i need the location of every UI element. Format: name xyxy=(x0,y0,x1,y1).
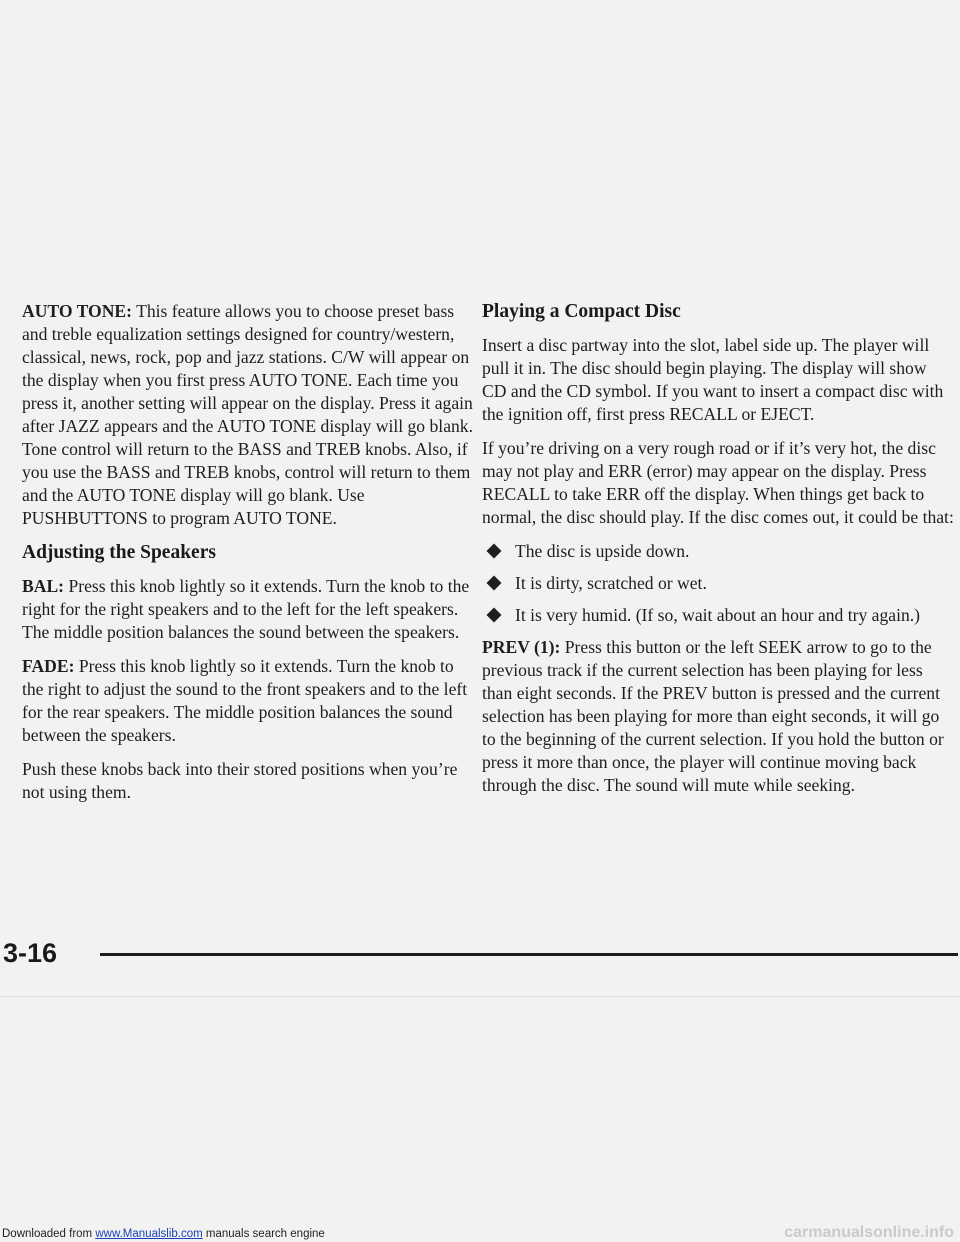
rough-road-paragraph: If you’re driving on a very rough road or if it’s very hot, the disc may not play and ERR (error) may appear on the display. Press RECALL to take ERR off the display. When things get back to normal, the disc should play. If the disc comes out, it could be that: xyxy=(482,438,954,527)
list-item xyxy=(482,572,954,595)
auto-tone-term: AUTO TONE: xyxy=(22,301,132,321)
prev-paragraph xyxy=(482,636,954,797)
download-banner xyxy=(2,1228,325,1241)
fade-paragraph xyxy=(22,655,474,747)
scan-line xyxy=(0,996,960,997)
speakers-heading: Adjusting the Speakers xyxy=(22,542,216,563)
fade-text: Press this knob lightly so it extends. Turn the knob to the right to adjust the sound to the front speakers and to the left for the rear speakers. The middle position balances the sound between the speakers. xyxy=(22,656,468,745)
auto-tone-text: This feature allows you to choose preset bass and treble equalization settings designed for country/western, classical, news, rock, pop and jazz stations. C/W will appear on the display when you first press AUTO TONE. Each time you press it, another setting will appear on the display. Press it again after JAZZ appears and the AUTO TONE display will go blank. Tone control will return to the BASS and TREB knobs. Also, if you use the BASS and TREB knobs, control will return to them and the AUTO TONE display will go blank. Use PUSHBUTTONS to program AUTO TONE. xyxy=(22,301,473,528)
list-item-text: The disc is upside down. xyxy=(515,541,690,561)
prev-text: Press this button or the left SEEK arrow to go to the previous track if the current selection has been playing for less than eight seconds. If the PREV button is pressed and the current selection has been playing for more than eight seconds, it will go to the beginning of the current selection. If you hold the button or press it more than once, the player will continue moving back through the disc. The sound will mute while seeking. xyxy=(482,637,944,795)
disc-problem-list xyxy=(482,540,954,627)
bullet-icon xyxy=(486,575,502,591)
bullet-icon xyxy=(486,543,502,559)
bal-term: BAL: xyxy=(22,576,65,596)
page-number: 3-16 xyxy=(3,938,58,968)
auto-tone-paragraph xyxy=(22,300,474,530)
banner-suffix: manuals search engine xyxy=(202,1228,325,1240)
fade-term: FADE: xyxy=(22,656,75,676)
list-item-text: It is dirty, scratched or wet. xyxy=(515,573,707,593)
push-knobs-paragraph: Push these knobs back into their stored positions when you’re not using them. xyxy=(22,759,458,802)
left-column xyxy=(22,300,474,815)
site-watermark: carmanualsonline.info xyxy=(784,1224,954,1241)
prev-term: PREV (1): xyxy=(482,637,561,657)
bullet-icon xyxy=(486,607,502,623)
right-column xyxy=(482,300,954,808)
list-item-text: It is very humid. (If so, wait about an hour and try again.) xyxy=(515,605,921,625)
insert-disc-paragraph: Insert a disc partway into the slot, label side up. The player will pull it in. The disc should begin playing. The display will show CD and the CD symbol. If you want to insert a compact disc with the ignition off, first press RECALL or EJECT. xyxy=(482,335,944,424)
footer-rule xyxy=(100,953,958,956)
compact-disc-heading: Playing a Compact Disc xyxy=(482,301,681,322)
list-item xyxy=(482,540,954,563)
bal-paragraph xyxy=(22,575,474,644)
manualslib-link[interactable]: www.Manualslib.com xyxy=(95,1228,203,1240)
list-item xyxy=(482,604,954,627)
banner-prefix: Downloaded from xyxy=(2,1228,96,1240)
bal-text: Press this knob lightly so it extends. Turn the knob to the right for the right speakers and to the left for the left speakers. The middle position balances the sound between the speakers. xyxy=(22,576,470,642)
